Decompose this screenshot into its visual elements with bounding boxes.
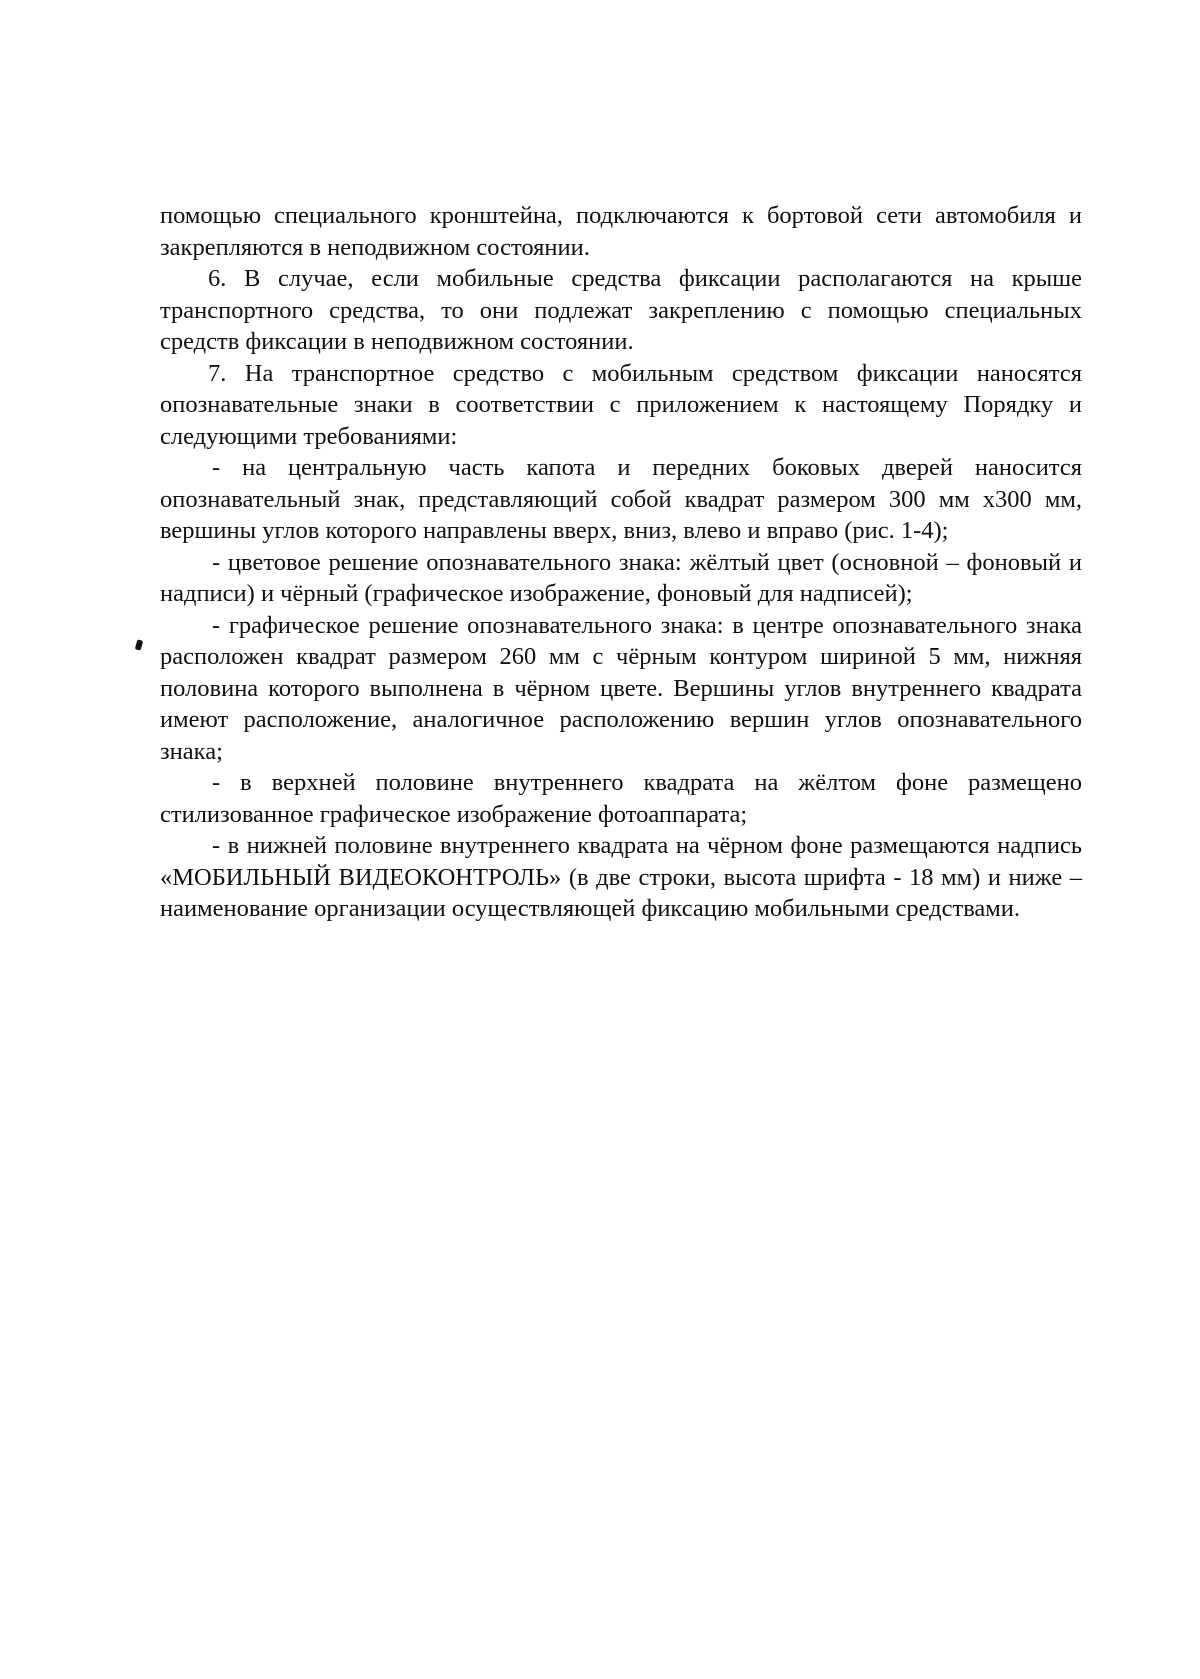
paragraph-7: 7. На транспортное средство с мобильным средством фиксации наносятся опознавательные знаки в соответствии с приложением к настоящему Порядку и следующими требованиями: <box>160 359 1082 450</box>
list-item-color-scheme: - цветовое решение опознавательного знака: жёлтый цвет (основной – фоновый и надписи) и чёрный (графическое изображение, фоновый для надписей); <box>160 548 1082 607</box>
list-item-graphic-design: - графическое решение опознавательного знака: в центре опознавательного знака расположен квадрат размером 260 мм с чёрным контуром шириной 5 мм, нижняя половина которого выполнена в чёрном цвете. Вершины углов внутреннего квадрата имеют расположение, аналогичное расположению вершин углов опознавательного знака; <box>160 611 1082 765</box>
paragraph-continuation: помощью специального кронштейна, подключаются к бортовой сети автомобиля и закрепляются в неподвижном состоянии. <box>160 202 1082 261</box>
list-item-sign-placement: - на центральную часть капота и передних боковых дверей наносится опознавательный знак, представляющий собой квадрат размером 300 мм х300 мм, вершины углов которого направлены вверх, вниз, влево и вправо (рис. 1-4); <box>160 454 1082 544</box>
scan-artifact-mark <box>135 639 143 650</box>
list-item-lower-half: - в нижней половине внутреннего квадрата на чёрном фоне размещаются надпись «МОБИЛЬНЫЙ ВИДЕОКОНТРОЛЬ» (в две строки, высота шрифта - 18 мм) и ниже – наименование организации осуществляющей фиксацию мобильными средствами. <box>160 832 1082 922</box>
document-body <box>160 200 1082 925</box>
paragraph-6: 6. В случае, если мобильные средства фиксации располагаются на крыше транспортного средства, то они подлежат закреплению с помощью специальных средств фиксации в неподвижном состоянии. <box>160 265 1082 355</box>
list-item-upper-half: - в верхней половине внутреннего квадрата на жёлтом фоне размещено стилизованное графическое изображение фотоаппарата; <box>160 769 1082 828</box>
